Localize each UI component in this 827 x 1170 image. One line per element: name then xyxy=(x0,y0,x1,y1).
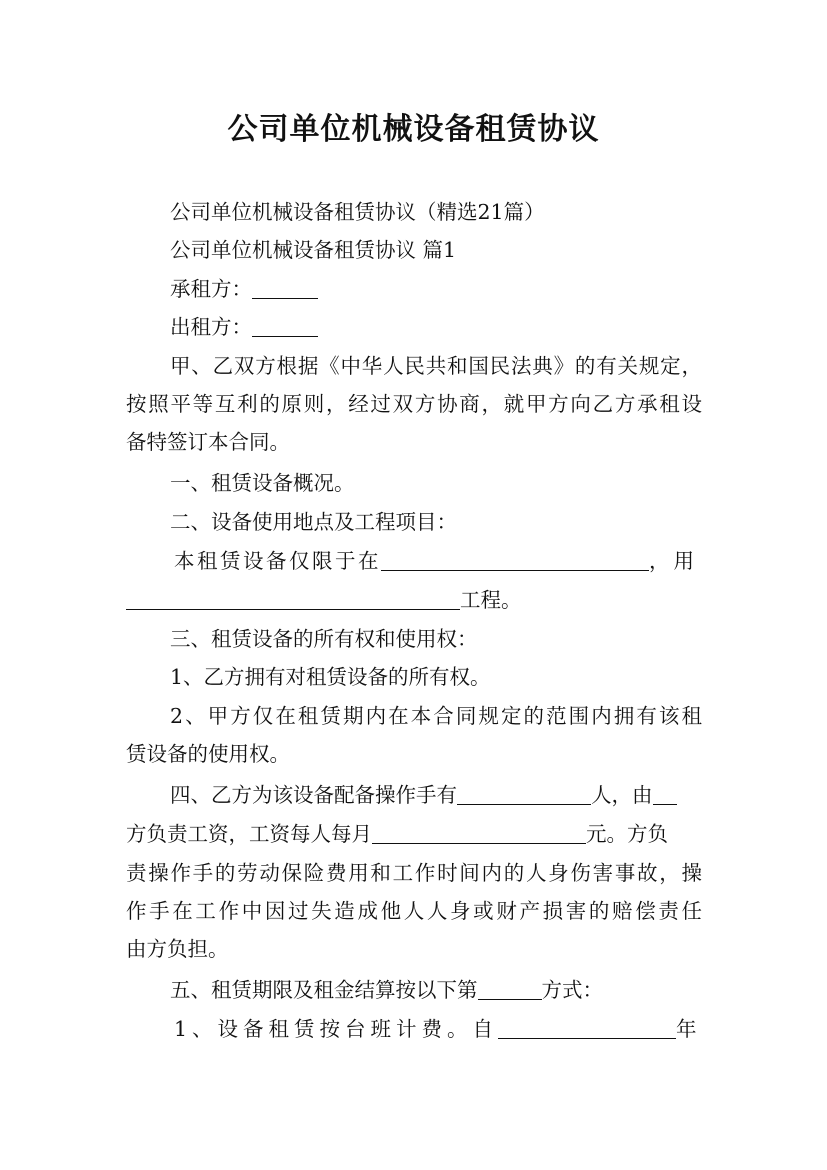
payer-blank[interactable] xyxy=(653,782,677,805)
lessor-label: 出租方： xyxy=(170,315,252,339)
paragraph-line: 由方负担。 xyxy=(126,937,229,961)
usage-location-text: 本租赁设备仅限于在 xyxy=(174,549,381,573)
lessee-blank[interactable] xyxy=(252,276,318,299)
wage-text: 方负责工资，工资每人每月 xyxy=(126,822,372,846)
term-suffix-text: 方式： xyxy=(541,978,603,1002)
lessor-line xyxy=(170,308,702,346)
billing-year-text: 年 xyxy=(676,1017,697,1041)
paragraph-line: 按照平等互利的原则，经过双方协商，就甲方向乙方承租设 xyxy=(126,392,702,416)
billing-start-blank[interactable] xyxy=(498,1016,676,1039)
billing-line xyxy=(174,1010,706,1048)
clause-item: 1、乙方拥有对租赁设备的所有权。 xyxy=(170,665,491,689)
wage-line xyxy=(126,815,702,853)
document-title: 公司单位机械设备租赁协议 xyxy=(227,112,600,147)
section-heading: 公司单位机械设备租赁协议 篇1 xyxy=(170,238,457,262)
wage-suffix-text: 元。方负 xyxy=(586,822,668,846)
term-line xyxy=(170,971,702,1009)
lessee-line xyxy=(170,270,702,308)
operator-suffix-text: 人，由 xyxy=(591,783,653,807)
subtitle-line: 公司单位机械设备租赁协议（精选21篇） xyxy=(170,200,545,224)
project-line xyxy=(126,581,702,619)
project-suffix-text: 工程。 xyxy=(460,588,522,612)
operator-text: 四、乙方为该设备配备操作手有 xyxy=(170,783,457,807)
usage-location-line xyxy=(174,542,706,580)
clause-heading: 一、租赁设备概况。 xyxy=(170,471,355,495)
clause-item: 2、甲方仅在租赁期内在本合同规定的范围内拥有该租 xyxy=(170,704,702,728)
paragraph-line: 甲、乙双方根据《中华人民共和国民法典》的有关规定， xyxy=(170,354,702,378)
wage-blank[interactable] xyxy=(372,821,586,844)
term-method-blank[interactable] xyxy=(478,977,542,1000)
paragraph-line: 备特签订本合同。 xyxy=(126,430,290,454)
billing-text: 1、设备租赁按台班计费。自 xyxy=(174,1017,499,1041)
clause-heading: 三、租赁设备的所有权和使用权： xyxy=(170,627,478,651)
paragraph-line: 作手在工作中因过失造成他人人身或财产损害的赔偿责任 xyxy=(126,899,702,923)
operator-line xyxy=(170,776,702,814)
paragraph-line: 责操作手的劳动保险费用和工作时间内的人身伤害事故，操 xyxy=(126,861,702,885)
project-blank[interactable] xyxy=(126,587,460,610)
lessor-blank[interactable] xyxy=(252,314,318,337)
usage-suffix-text: ，用 xyxy=(649,549,698,573)
clause-item: 赁设备的使用权。 xyxy=(126,742,290,766)
term-text: 五、租赁期限及租金结算按以下第 xyxy=(170,978,478,1002)
usage-location-blank[interactable] xyxy=(381,548,649,571)
operator-count-blank[interactable] xyxy=(457,782,591,805)
lessee-label: 承租方： xyxy=(170,277,252,301)
clause-heading: 二、设备使用地点及工程项目： xyxy=(170,510,457,534)
